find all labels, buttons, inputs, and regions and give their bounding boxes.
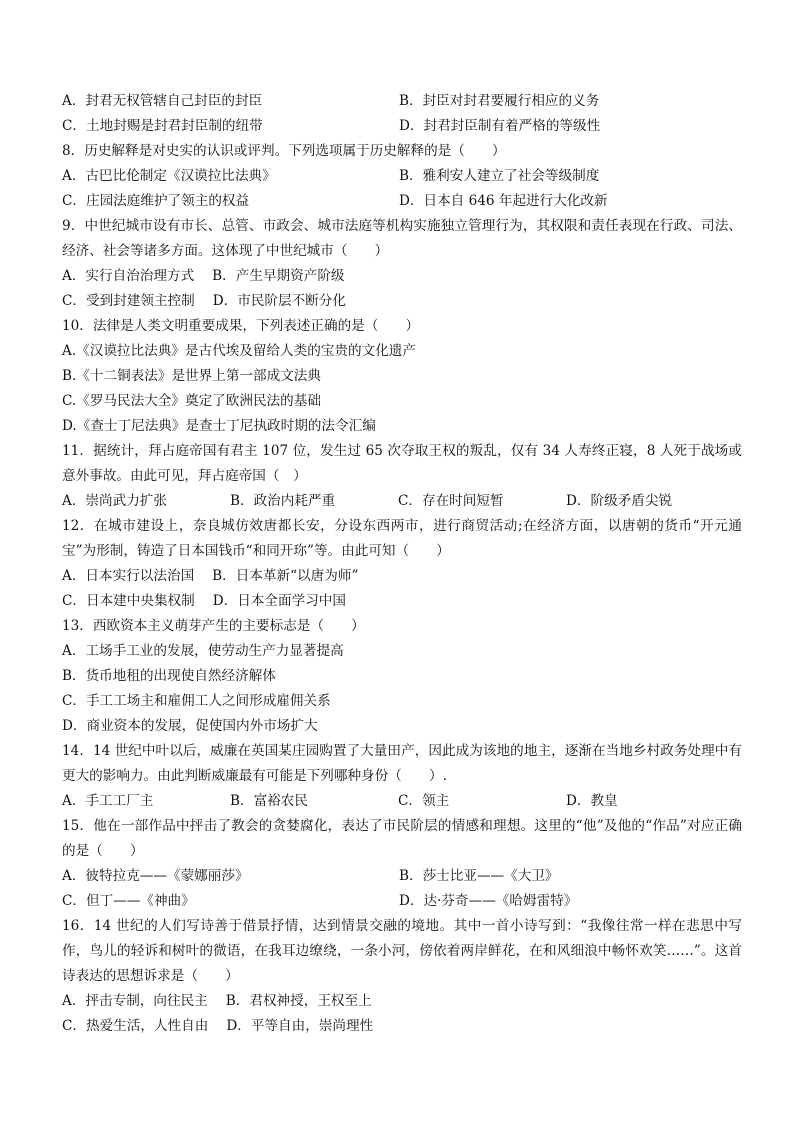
option-d: D．市民阶层不断分化 xyxy=(212,293,346,309)
option-b: B．封臣对封君要履行相应的义务 xyxy=(399,93,600,109)
question-11 xyxy=(62,439,742,514)
option-b: B．产生早期资产阶级 xyxy=(212,268,345,284)
option-row xyxy=(62,89,742,114)
option-c: C．土地封赐是封君封臣制的纽带 xyxy=(62,118,263,134)
option-b: B．货币地租的出现使自然经济解体 xyxy=(62,668,276,684)
option-b: B．雅利安人建立了社会等级制度 xyxy=(399,168,600,184)
option-b: B.《十二铜表法》是世界上第一部成文法典 xyxy=(62,368,321,384)
option-d: D．日本全面学习中国 xyxy=(212,593,346,609)
option-a: A．实行自治治理方式 xyxy=(62,268,195,284)
question-stem: 11．据统计，拜占庭帝国有君主 107 位，发生过 65 次夺取王权的叛乱，仅有 34 人寿终正寝，8 人死于战场或意外事故。由此可见，拜占庭帝国（ ） xyxy=(62,443,742,484)
option-b: B．日本革新“以唐为师” xyxy=(212,568,359,584)
option-row xyxy=(62,164,742,189)
option-c: C.《罗马民法大全》奠定了欧洲民法的基础 xyxy=(62,393,321,409)
option-d: D.《查士丁尼法典》是查士丁尼执政时期的法令汇编 xyxy=(62,418,376,434)
option-c: C．存在时间短暂 xyxy=(398,493,504,509)
option-d: D．商业资本的发展，促使国内外市场扩大 xyxy=(62,718,318,734)
question-8 xyxy=(62,139,742,214)
option-a: A．工场手工业的发展，使劳动生产力显著提高 xyxy=(62,643,344,659)
option-b: B．政治内耗严重 xyxy=(230,493,336,509)
option-c: C．受到封建领主控制 xyxy=(62,293,195,309)
option-d: D．阶级矛盾尖锐 xyxy=(566,493,673,509)
option-c: C．手工工场主和雇佣工人之间形成雇佣关系 xyxy=(62,693,331,709)
option-row xyxy=(62,189,742,214)
option-d: D．教皇 xyxy=(566,793,618,809)
option-a: A.《汉谟拉比法典》是古代埃及留给人类的宝贵的文化遗产 xyxy=(62,343,416,359)
question-stem: 14．14 世纪中叶以后，威廉在英国某庄园购置了大量田产，因此成为该地的地主，逐渐在当地乡村政务处理中有更大的影响力。由此判断威廉最有可能是下列哪种身份（ ）. xyxy=(62,743,742,784)
option-row xyxy=(62,1014,742,1039)
option-a: A．手工工厂主 xyxy=(62,793,154,809)
option-row xyxy=(62,264,742,289)
option-row xyxy=(62,789,742,814)
option-c: C．庄园法庭维护了领主的权益 xyxy=(62,193,250,209)
option-a: A．封君无权管辖自己封臣的封臣 xyxy=(62,93,263,109)
question-stem: 10．法律是人类文明重要成果，下列表述正确的是（ ） xyxy=(62,318,420,334)
question-16 xyxy=(62,914,742,1039)
question-stem: 16．14 世纪的人们写诗善于借景抒情，达到情景交融的境地。其中一首小诗写到：“我像往常一样在悲思中写作，鸟儿的轻诉和树叶的微语，在我耳边缭绕，一条小河，傍依着两岸鲜花，在和风细浪中畅怀欢笑……”。这首诗表达的思想诉求是（ ） xyxy=(62,918,742,984)
question-stem: 8．历史解释是对史实的认识或评判。下列选项属于历史解释的是（ ） xyxy=(62,143,506,159)
option-row xyxy=(62,114,742,139)
option-row xyxy=(62,589,742,614)
question-10 xyxy=(62,314,742,439)
option-row xyxy=(62,289,742,314)
option-a: A．彼特拉克——《蒙娜丽莎》 xyxy=(62,868,249,884)
question-9 xyxy=(62,214,742,314)
option-d: D．平等自由，崇尚理性 xyxy=(226,1018,374,1034)
option-row xyxy=(62,489,742,514)
option-b: B．莎士比亚——《大卫》 xyxy=(399,868,559,884)
option-row xyxy=(62,564,742,589)
option-a: A．古巴比伦制定《汉谟拉比法典》 xyxy=(62,168,276,184)
option-c: C．但丁——《神曲》 xyxy=(62,893,195,909)
question-14 xyxy=(62,739,742,814)
option-d: D．封君封臣制有着严格的等级性 xyxy=(399,118,601,134)
question-stem: 13．西欧资本主义萌芽产生的主要标志是（ ） xyxy=(62,618,365,634)
question-7-options xyxy=(62,89,742,139)
option-d: D．日本自 646 年起进行大化改新 xyxy=(399,193,608,209)
option-row xyxy=(62,889,742,914)
question-stem: 9．中世纪城市设有市长、总管、市政会、城市法庭等机构实施独立管理行为，其权限和责任表现在行政、司法、经济、社会等诸多方面。这体现了中世纪城市（ ） xyxy=(62,218,742,259)
exam-page xyxy=(62,89,742,1039)
option-c: C．领主 xyxy=(398,793,450,809)
question-12 xyxy=(62,514,742,614)
option-a: A．崇尚武力扩张 xyxy=(62,493,167,509)
question-stem: 12．在城市建设上，奈良城仿效唐都长安，分设东西两市，进行商贸活动;在经济方面，以唐朝的货币“开元通宝”为形制，铸造了日本国钱币“和同开珎”等。由此可知（ ） xyxy=(62,518,742,559)
question-stem: 15．他在一部作品中抨击了教会的贪婪腐化，表达了市民阶层的情感和理想。这里的“他”及他的“作品”对应正确的是（ ） xyxy=(62,818,742,859)
option-row xyxy=(62,864,742,889)
option-b: B．富裕农民 xyxy=(230,793,308,809)
option-c: C．热爱生活，人性自由 xyxy=(62,1018,209,1034)
option-b: B．君权神授，王权至上 xyxy=(225,993,372,1009)
option-row xyxy=(62,989,742,1014)
option-c: C．日本建中央集权制 xyxy=(62,593,195,609)
option-a: A．抨击专制，向往民主 xyxy=(62,993,208,1009)
option-a: A．日本实行以法治国 xyxy=(62,568,195,584)
question-13 xyxy=(62,614,742,739)
question-15 xyxy=(62,814,742,914)
option-d: D．达·芬奇——《哈姆雷特》 xyxy=(399,893,578,909)
